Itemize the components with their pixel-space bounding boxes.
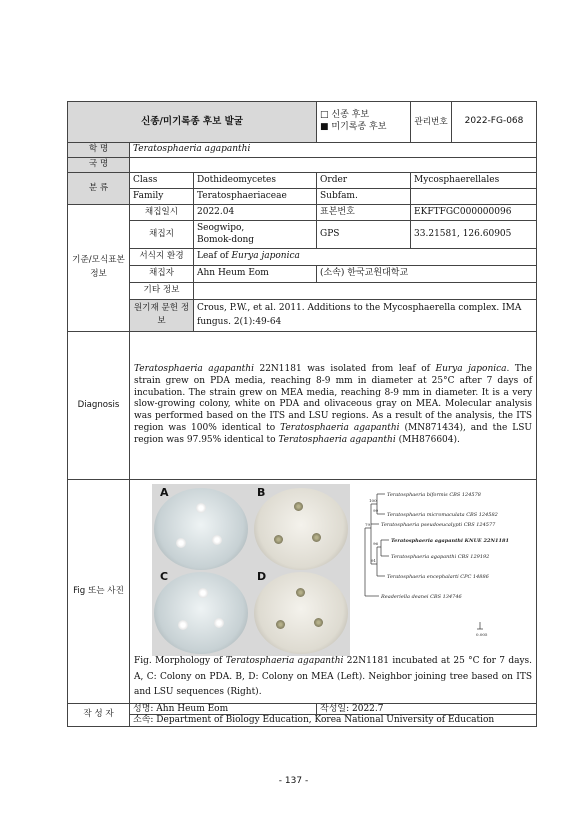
- habitat-host-species: Eurya japonica: [231, 251, 300, 262]
- colony: [176, 538, 186, 548]
- habitat-prefix: Leaf of: [197, 251, 232, 262]
- diagnosis-species-2: Teratosphaeria agapanthi: [280, 422, 400, 433]
- figure-label: Fig 또는 사진: [68, 479, 130, 703]
- plate-label-c: C: [160, 569, 169, 583]
- diagnosis-text-2: . The strain grew on PDA media, reaching 8-9 mm in diameter at 25°C after 7 days of incubation. The strain grew on MEA media, reaching 8-9 mm in diameter. It is a very slow-growing colony, white on PDA and olivaceous gray on MEA. Molecular analysis was performed based on the ITS and LSU regions. As a result of the analysis, the ITS region was 100% identical to: [134, 364, 533, 433]
- caption-prefix: Fig. Morphology of: [134, 655, 226, 666]
- page-number: - 137 -: [278, 776, 309, 786]
- classification-label: 분 류: [68, 173, 130, 205]
- author-label: 작 성 자: [68, 704, 130, 727]
- scale-bar-label: 0.005: [476, 631, 488, 637]
- colony: [274, 535, 283, 544]
- colony: [214, 618, 224, 628]
- other-info-label: 기타 정보: [130, 283, 194, 300]
- caption-rest: 22N1181 incubated at 25 °C for 7 days. A, C: Colony on PDA. B, D: Colony on MEA (Left). Neighbor joining tree based on ITS and LSU sequences (Right).: [134, 655, 533, 698]
- culture-plates-photo: [152, 484, 350, 656]
- management-label: 관리번호: [411, 102, 452, 142]
- header-row: [68, 102, 537, 143]
- colony: [312, 533, 321, 542]
- management-cell: [411, 102, 537, 143]
- tree-taxon-1: Teratosphaeria biformis CBS 124578: [387, 491, 481, 498]
- family-label: Family: [130, 189, 194, 205]
- plate-label-d: D: [257, 569, 267, 583]
- bootstrap-2: 99: [373, 507, 379, 513]
- species-record-sheet: [67, 101, 536, 727]
- diagnosis-text-4: (MH876604).: [395, 434, 460, 445]
- plate-c-pda: [154, 569, 248, 654]
- tree-taxon-6: Teratosphaeria encephalarti CPC 14886: [387, 573, 489, 580]
- record-table: [67, 101, 537, 727]
- colony: [296, 588, 305, 597]
- tree-taxon-3: Teratosphaeria pseudoeucalypti CBS 124577: [381, 521, 496, 528]
- bootstrap-3: 79: [365, 521, 371, 527]
- tree-taxon-2: Teratosphaeria micromaculata CBS 124582: [387, 511, 498, 518]
- collector-label: 채집자: [130, 266, 194, 283]
- author-affiliation: 소속: Department of Biology Education, Korea National University of Education: [130, 715, 537, 726]
- collection-site-line-2: Bomok-dong: [197, 234, 255, 245]
- specimen-number-value: EKFTFGC000000096: [411, 205, 537, 221]
- caption-species: Teratosphaeria agapanthi: [225, 655, 344, 666]
- scientific-name-label: 학 명: [68, 143, 130, 158]
- bootstrap-5: 91: [371, 557, 377, 563]
- gps-value: 33.21581, 126.60905: [411, 221, 537, 249]
- colony: [294, 502, 303, 511]
- bootstrap-4: 96: [373, 540, 379, 546]
- colony: [212, 535, 222, 545]
- subfamily-value: [411, 189, 537, 205]
- plate-b-mea: [254, 485, 348, 570]
- phylogenetic-tree: [355, 484, 587, 656]
- diagnosis-text: [130, 331, 537, 479]
- family-value: Teratosphaeriaceae: [194, 189, 317, 205]
- colony: [196, 503, 206, 513]
- class-value: Dothideomycetes: [194, 173, 317, 189]
- collector-affiliation: (소속) 한국교원대학교: [317, 266, 537, 283]
- colony: [276, 620, 285, 629]
- plate-label-b: B: [257, 485, 266, 499]
- checkbox-unrecorded-species[interactable]: ■ 미기록종 후보: [320, 122, 387, 132]
- korean-name-value: [130, 158, 537, 173]
- tree-taxon-5: Teratosphaeria agapanthi CBS 129192: [391, 553, 490, 560]
- literature-label: 원기재 문헌 정보: [130, 300, 194, 332]
- candidate-checkboxes: [317, 102, 411, 143]
- specimen-info-label: 기준/모식표본 정보: [68, 205, 130, 332]
- collector-value: Ahn Heum Eom: [194, 266, 317, 283]
- plate-d-mea: [254, 569, 348, 654]
- habitat-value: [194, 249, 537, 266]
- author-name: 성명: Ahn Heum Eom: [130, 704, 317, 715]
- diagnosis-species-1: Teratosphaeria agapanthi: [134, 364, 254, 375]
- diagnosis-host: Eurya japonica: [435, 364, 507, 375]
- literature-text: Crous, P.W., et al. 2011. Additions to the Mycosphaerella complex. IMA fungus. 2(1):49-64: [194, 300, 537, 332]
- diagnosis-species-3: Teratosphaeria agapanthi: [278, 434, 396, 445]
- checkbox-new-species[interactable]: □ 신종 후보: [320, 110, 370, 121]
- gps-label: GPS: [317, 221, 411, 249]
- management-number: 2022-FG-068: [464, 116, 524, 127]
- plate-a-pda: [154, 485, 248, 570]
- tree-taxon-4: Teratosphaeria agapanthi KNUE 22N1181: [391, 537, 509, 544]
- colony: [198, 588, 208, 598]
- plate-label-a: A: [160, 485, 169, 499]
- specimen-number-label: 표본번호: [317, 205, 411, 221]
- collection-site-line-1: Seogwipo,: [197, 222, 245, 233]
- form-title: 신종/미기록종 후보 발굴: [68, 102, 317, 143]
- collection-site-label: 채집지: [130, 221, 194, 249]
- order-value: Mycosphaerellales: [411, 173, 537, 189]
- figure-panel: [130, 480, 536, 654]
- class-label: Class: [130, 173, 194, 189]
- figure-caption: [130, 654, 536, 703]
- colony: [314, 618, 323, 627]
- scientific-name-value: Teratosphaeria agapanthi: [133, 144, 251, 155]
- habitat-label: 서식지 환경: [130, 249, 194, 266]
- diagnosis-text-1: 22N1181 was isolated from leaf of: [253, 364, 436, 375]
- collection-date-label: 채집일시: [130, 205, 194, 221]
- collection-site-value: [194, 221, 317, 249]
- bootstrap-1: 100: [369, 497, 377, 503]
- korean-name-label: 국 명: [68, 158, 130, 173]
- figure-cell: [130, 479, 537, 703]
- other-info-value: [194, 283, 537, 300]
- collection-date-value: 2022.04: [194, 205, 317, 221]
- order-label: Order: [317, 173, 411, 189]
- subfamily-label: Subfam.: [317, 189, 411, 205]
- author-date: 작성일: 2022.7: [317, 704, 537, 715]
- diagnosis-text-3: (MN871434), and the LSU region was 97.95% identical to: [134, 422, 533, 445]
- tree-taxon-7: Readeriella deanei CBS 134746: [381, 593, 462, 600]
- diagnosis-label: Diagnosis: [68, 331, 130, 479]
- colony: [178, 620, 188, 630]
